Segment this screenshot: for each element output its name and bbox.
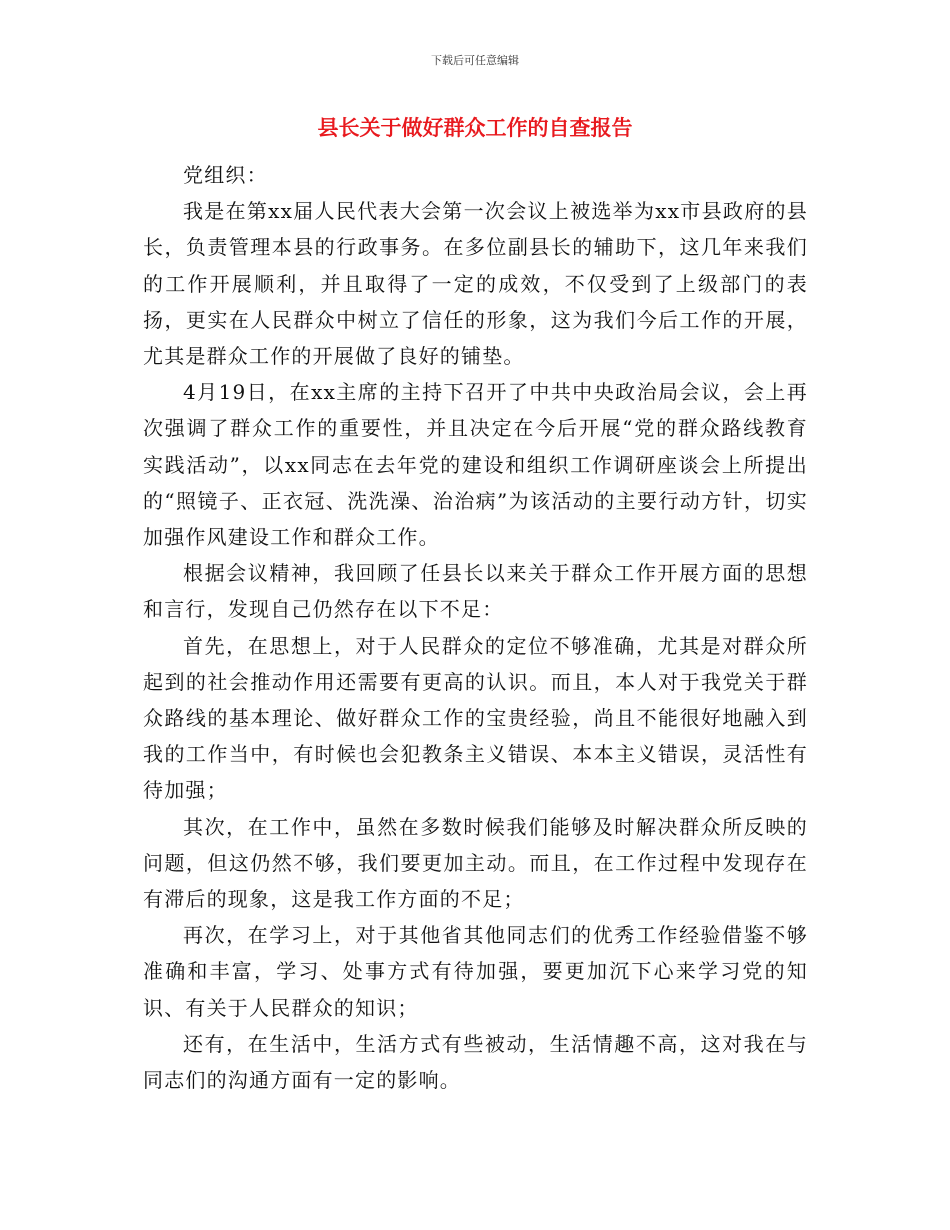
body-paragraph: 再次，在学习上，对于其他省其他同志们的优秀工作经验借鉴不够准确和丰富，学习、处事方式有待加强，要更加沉下心来学习党的知识、有关于人民群众的知识； [143, 923, 808, 1020]
document-body [143, 157, 808, 1098]
body-paragraph: 根据会议精神，我回顾了任县长以来关于群众工作开展方面的思想和言行，发现自己仍然存在以下不足： [143, 561, 808, 622]
salutation-paragraph: 党组织： [183, 163, 268, 187]
body-paragraph: 我是在第xx届人民代表大会第一次会议上被选举为xx市县政府的县长，负责管理本县的行政事务。在多位副县长的辅助下，这几年来我们的工作开展顺利，并且取得了一定的成效，不仅受到了上级部门的表扬，更实在人民群众中树立了信任的形象，这为我们今后工作的开展，尤其是群众工作的开展做了良好的铺垫。 [143, 199, 808, 369]
body-paragraph: 其次，在工作中，虽然在多数时候我们能够及时解决群众所反映的问题，但这仍然不够，我们要更加主动。而且，在工作过程中发现存在有滞后的现象，这是我工作方面的不足； [143, 814, 808, 912]
body-paragraph: 首先，在思想上，对于人民群众的定位不够准确，尤其是对群众所起到的社会推动作用还需要有更高的认识。而且，本人对于我党关于群众路线的基本理论、做好群众工作的宝贵经验，尚且不能很好地融入到我的工作当中，有时候也会犯教条主义错误、本本主义错误，灵活性有待加强； [143, 633, 808, 803]
body-paragraph: 4月19日，在xx主席的主持下召开了中共中央政治局会议，会上再次强调了群众工作的重要性，并且决定在今后开展“党的群众路线教育实践活动”，以xx同志在去年党的建设和组织工作调研座谈会上所提出的“照镜子、正衣冠、洗洗澡、治治病”为该活动的主要行动方针，切实加强作风建设工作和群众工作。 [143, 380, 808, 550]
body-paragraph: 还有，在生活中，生活方式有些被动，生活情趣不高，这对我在与同志们的沟通方面有一定的影响。 [143, 1031, 808, 1093]
document-title: 县长关于做好群众工作的自查报告 [317, 116, 633, 140]
header-note: 下载后可任意编辑 [431, 54, 519, 67]
